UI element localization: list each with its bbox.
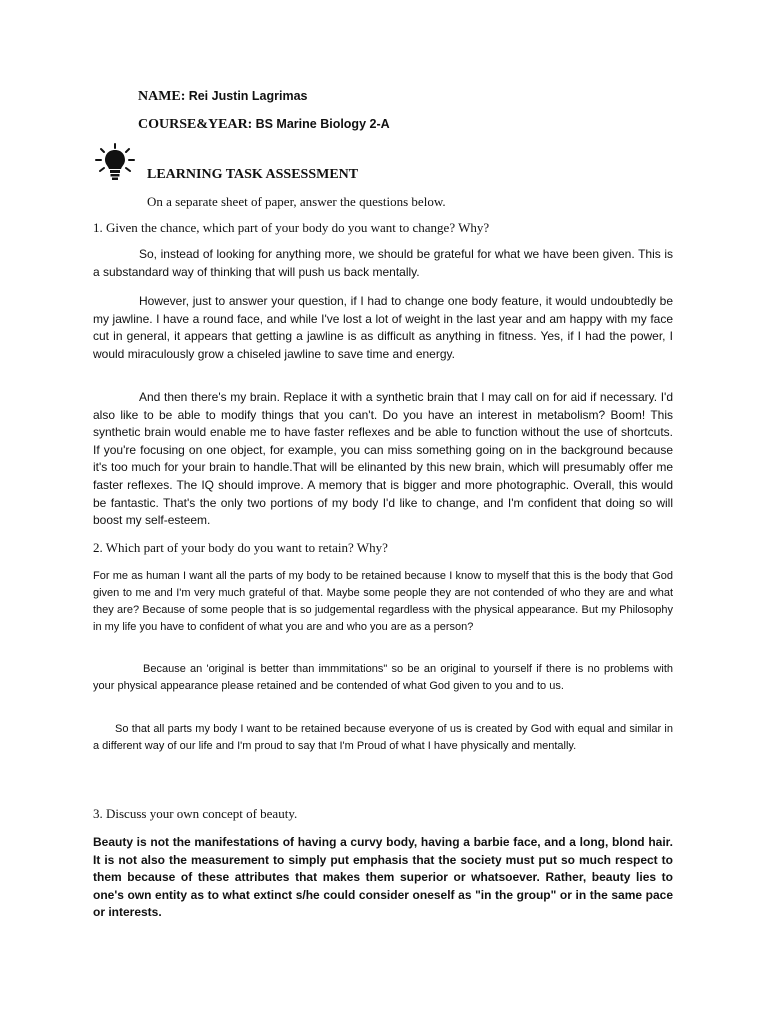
- q3-answer-paragraph-1: Beauty is not the manifestations of having a curvy body, having a barbie face, and a long, blond hair. It is not also the measurement to simply put emphasis that the society must put so much respect to them because of these attributes that makes them superior or whatsoever. Rather, beauty lies to one's own entity as to what extinct s/he could consider oneself as "in the group" or in the same pace or interests.: [93, 835, 673, 920]
- q1-answer-paragraph-3: And then there's my brain. Replace it with a synthetic brain that I may call on for aid if necessary. I'd also like to be able to modify things that you can't. Do you have an interest in metabolism? Boom! This synthetic brain would enable me to have faster reflexes and be able to function without the use of shortcuts. If you're focusing on one object, for example, you can miss something going on in the background because it's too much for your brain to handle.That will be elinanted by this new brain, which will presumably offer me faster reflexes. The IQ should improve. A memory that is bigger and more photographic. Overall, this would be fantastic. That's the only two portions of my body I'd like to change, and I'm confident that doing so will boost my self-esteem.: [93, 390, 673, 528]
- q2-answer-paragraph-1: For me as human I want all the parts of my body to be retained because I know to myself that this is the body that God given to me and I'm very much grateful of that. Maybe some people they are not contended of who they are and what they are? Because of some people that is so judgemental regardless with the physical appearance. But my Philosophy in my life you have to confident of what you are and who you are as a person?: [93, 570, 673, 633]
- course-label: COURSE&YEAR:: [138, 117, 253, 132]
- question-3: 3. Discuss your own concept of beauty.: [93, 806, 298, 821]
- q2-answer-paragraph-3: So that all parts my body I want to be retained because everyone of us is created by God with equal and similar in a different way of our life and I'm proud to say that I'm Proud of what I have physically and mentally.: [93, 723, 673, 752]
- q1-answer-paragraph-2: However, just to answer your question, if I had to change one body feature, it would undoubtedly be my jawline. I have a round face, and while I've lost a lot of weight in the last year and am happy with my face cut in general, it appears that getting a jawline is as difficult as anything in fitness. Yes, if I had the power, I would miraculously grow a chiseled jawline to save time and energy.: [93, 294, 673, 361]
- question-2: 2. Which part of your body do you want to retain? Why?: [93, 540, 388, 555]
- name-line: [138, 88, 307, 105]
- q2-answer-paragraph-2: Because an 'original is better than immmitations" so be an original to yourself if there is no problems with your physical appearance please retained and be contended of what God given to you and to us.: [93, 663, 673, 692]
- page-title: LEARNING TASK ASSESSMENT: [147, 167, 359, 182]
- question-1: 1. Given the chance, which part of your body do you want to change? Why?: [93, 220, 490, 235]
- course-line: [138, 116, 390, 133]
- instructions: On a separate sheet of paper, answer the questions below.: [147, 194, 446, 209]
- q1-answer-paragraph-1: So, instead of looking for anything more, we should be grateful for what we have been given. This is a substandard way of thinking that will push us back mentally.: [93, 247, 673, 279]
- name-label: NAME:: [138, 89, 186, 104]
- lightbulb-icon: [95, 143, 135, 181]
- course-value: BS Marine Biology 2-A: [255, 117, 390, 131]
- name-value: Rei Justin Lagrimas: [188, 89, 308, 103]
